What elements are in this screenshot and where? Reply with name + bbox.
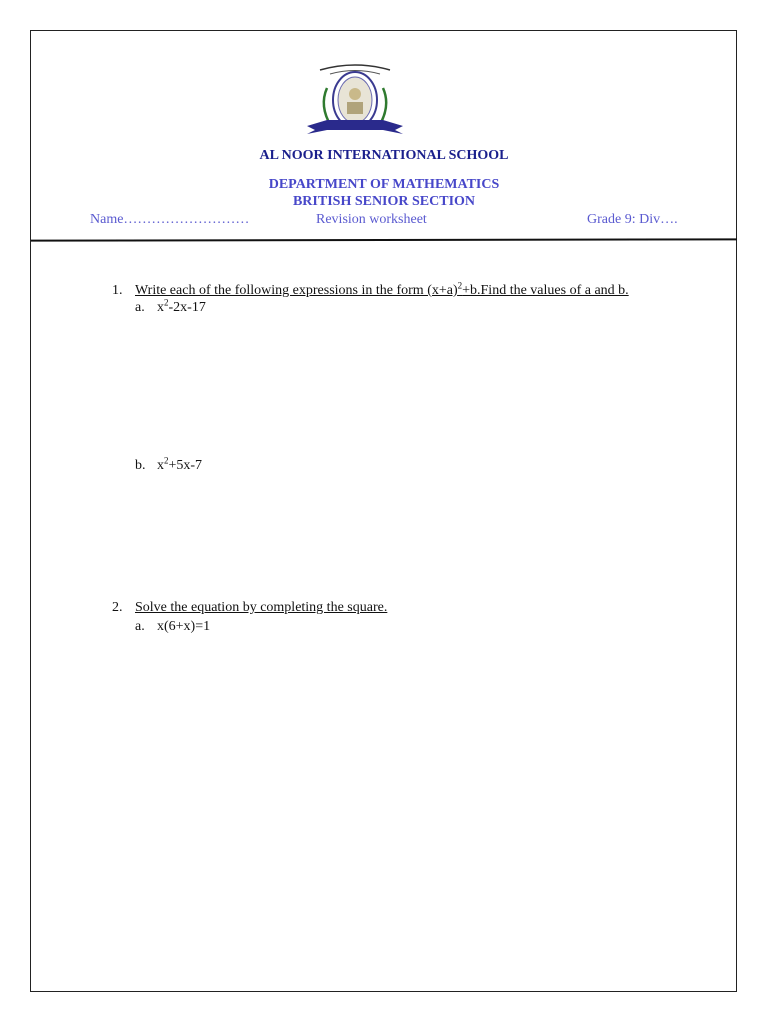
question-1a-label: a. bbox=[135, 300, 145, 315]
section-title: BRITISH SENIOR SECTION bbox=[292, 194, 476, 209]
question-2a-label: a. bbox=[135, 619, 145, 634]
question-2a-expression: x(6+x)=1 bbox=[157, 619, 211, 634]
question-1b-label: b. bbox=[135, 458, 146, 473]
question-2-number: 2. bbox=[112, 600, 123, 615]
department-title: DEPARTMENT OF MATHEMATICS bbox=[268, 177, 500, 192]
question-1b-expression: $x^2+5x-7$ bbox=[157, 455, 203, 473]
worksheet-title: Revision worksheet bbox=[316, 212, 427, 227]
page-border bbox=[30, 30, 737, 992]
question-2-text: Solve the equation by completing the square. bbox=[135, 600, 388, 615]
grade-field: Grade 9: Div…. bbox=[587, 212, 678, 227]
school-name: AL NOOR INTERNATIONAL SCHOOL bbox=[259, 148, 509, 163]
school-crest-logo bbox=[305, 58, 405, 138]
question-1-text: Write each of the following expressions in the form $(x+a)^2+b.Find$ the values of a and b. bbox=[135, 280, 629, 298]
question-1-number: 1. bbox=[112, 283, 123, 298]
question-1a-expression: $x^2-2x-17$ bbox=[157, 297, 206, 315]
name-field: Name……………………… bbox=[90, 212, 250, 227]
